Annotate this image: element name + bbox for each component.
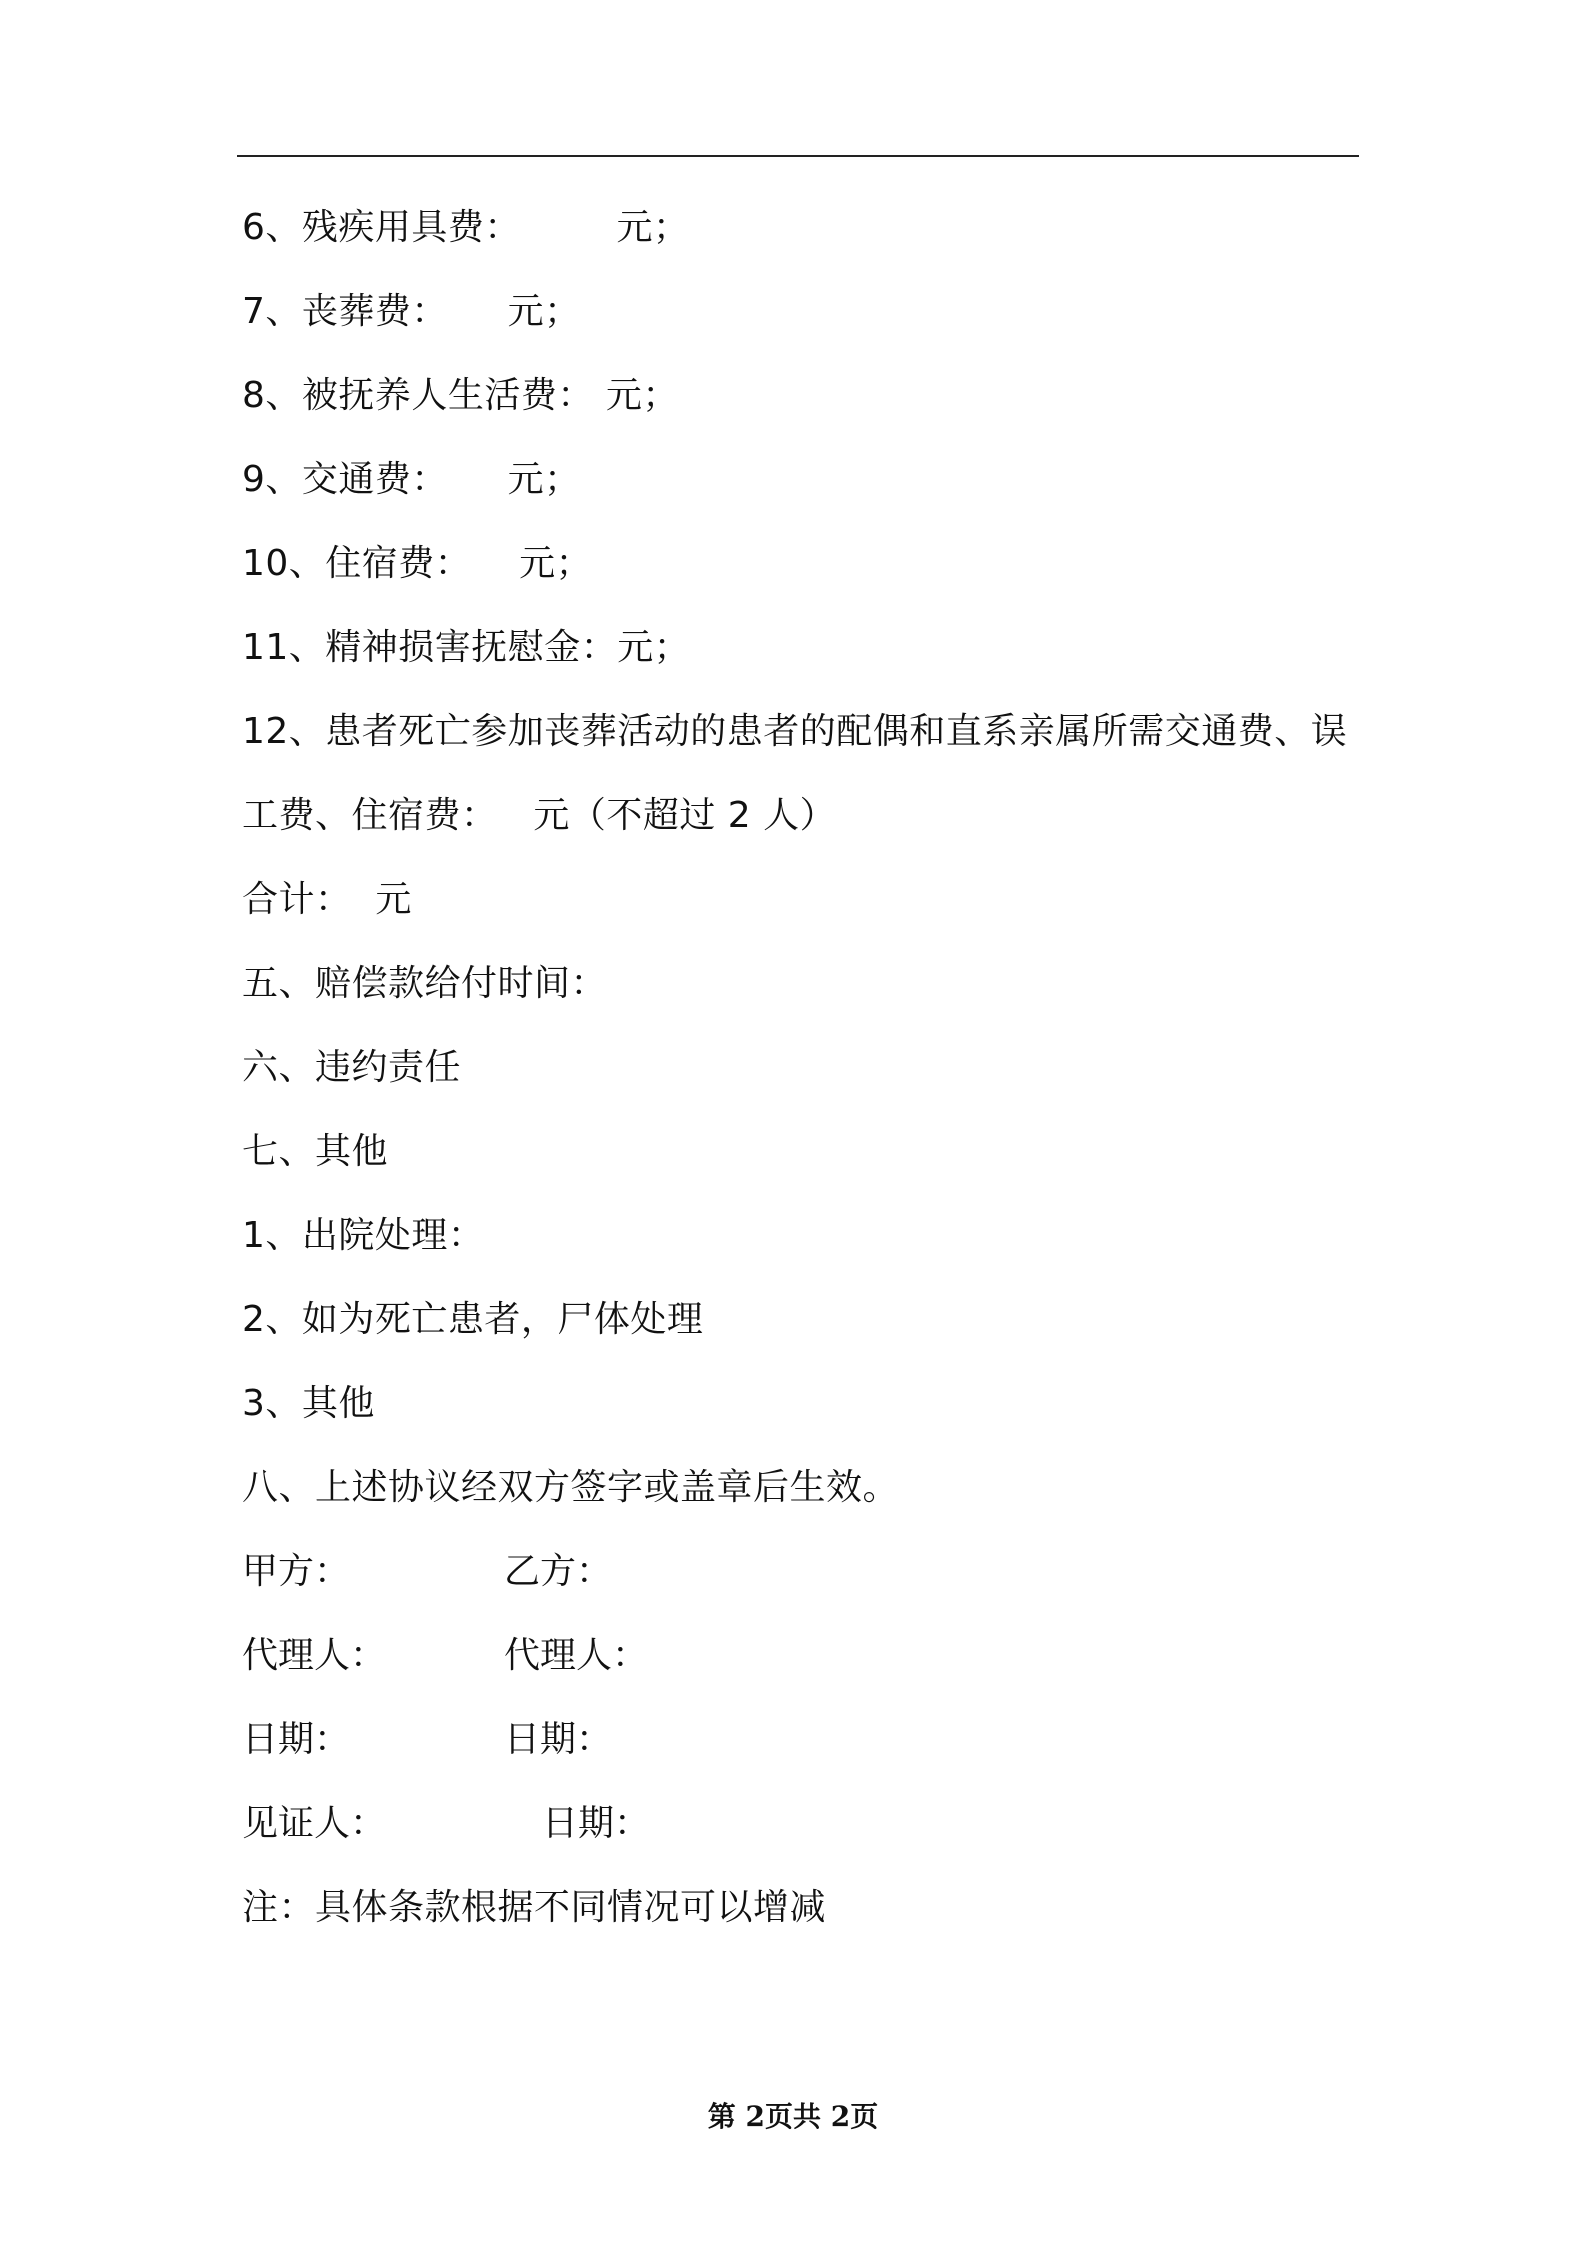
witness-date-label: 日期： bbox=[542, 1803, 651, 1844]
agent-a-label: 代理人： bbox=[242, 1635, 387, 1676]
header-rule bbox=[237, 155, 1359, 157]
section-effectiveness: 八、上述协议经双方签字或盖章后生效。 bbox=[242, 1467, 900, 1508]
party-b-label: 乙方： bbox=[504, 1551, 613, 1592]
date-a-label: 日期： bbox=[242, 1719, 351, 1760]
section-payment-time: 五、赔偿款给付时间： bbox=[242, 963, 608, 1004]
signature-row-dates bbox=[242, 1707, 1372, 1791]
witness-label: 见证人： bbox=[242, 1803, 387, 1844]
document-body bbox=[242, 195, 1372, 1959]
other-discharge-handling: 1、出院处理： bbox=[242, 1215, 485, 1256]
note-line: 注：具体条款根据不同情况可以增减 bbox=[242, 1887, 827, 1928]
signature-row-witness bbox=[242, 1791, 1372, 1875]
total-line: 合计： 元 bbox=[242, 879, 412, 920]
item-mental-damage-compensation: 11、精神损害抚慰金：元； bbox=[242, 627, 691, 668]
other-misc: 3、其他 bbox=[242, 1383, 375, 1424]
date-b-label: 日期： bbox=[504, 1719, 613, 1760]
other-body-handling: 2、如为死亡患者，尸体处理 bbox=[242, 1299, 704, 1340]
agent-b-label: 代理人： bbox=[504, 1635, 649, 1676]
item-funeral-attendance-costs: 12、患者死亡参加丧葬活动的患者的配偶和直系亲属所需交通费、误 bbox=[242, 711, 1348, 752]
item-accommodation-fee: 10、住宿费： 元； bbox=[242, 543, 593, 584]
item-dependant-living-fee: 8、被抚养人生活费： 元； bbox=[242, 375, 679, 416]
item-transport-fee: 9、交通费： 元； bbox=[242, 459, 581, 500]
signature-row-agents bbox=[242, 1623, 1372, 1707]
party-a-label: 甲方： bbox=[242, 1551, 351, 1592]
item-disability-equipment-fee: 6、残疾用具费： 元； bbox=[242, 207, 690, 248]
item-funeral-fee: 7、丧葬费： 元； bbox=[242, 291, 581, 332]
section-other: 七、其他 bbox=[242, 1131, 389, 1172]
page-number-footer: 第 2页共 2页 bbox=[707, 2100, 879, 2133]
section-breach-liability: 六、违约责任 bbox=[242, 1047, 462, 1088]
signature-row-parties bbox=[242, 1539, 1372, 1623]
item-funeral-attendance-costs-cont: 工费、住宿费： 元（不超过 2 人） bbox=[242, 795, 837, 836]
